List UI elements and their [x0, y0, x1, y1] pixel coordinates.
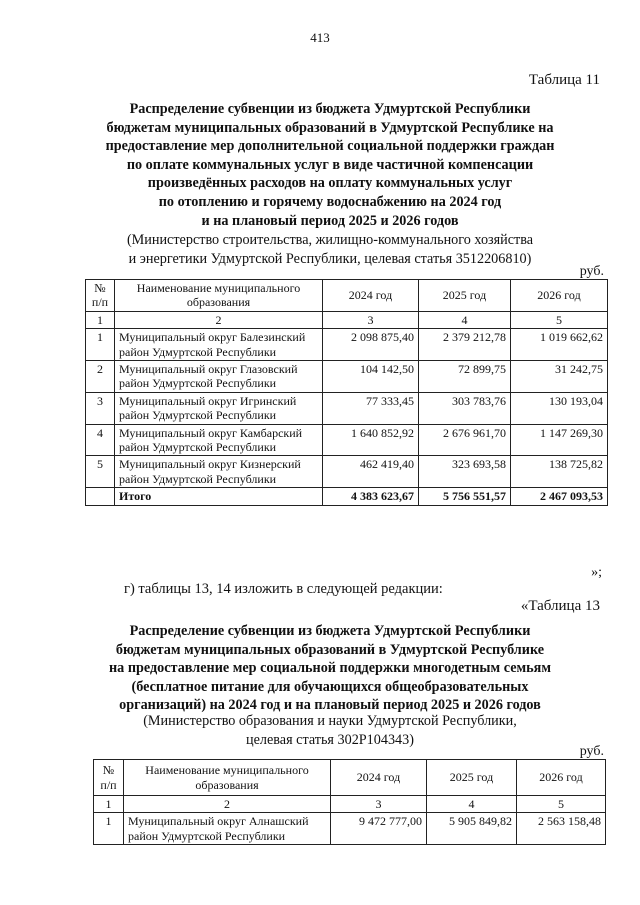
value-2026: 138 725,82 [511, 456, 608, 488]
table-11-label: Таблица 11 [528, 72, 600, 88]
title-line: бюджетам муниципальных образований в Удмуртской Республике на [106, 119, 554, 136]
row-number: 2 [86, 361, 115, 393]
table-13 [93, 759, 606, 845]
title-line: на предоставление мер социальной поддержки многодетным семьям [109, 660, 551, 677]
column-number: 2 [124, 796, 331, 813]
header-cell: 2024 год [323, 280, 419, 312]
value-2026: 1 019 662,62 [511, 329, 608, 361]
title-line: организаций) на 2024 год и на плановый период 2025 и 2026 годов [119, 697, 541, 714]
value-2024: 77 333,45 [323, 392, 419, 424]
value-2024: 462 419,40 [323, 456, 419, 488]
value-2025: 72 899,75 [419, 361, 511, 393]
value-2025: 323 693,58 [419, 456, 511, 488]
subtitle-line: (Министерство образования и науки Удмуртской Республики, [143, 713, 517, 729]
row-number: 1 [86, 329, 115, 361]
table-11-subtitle [60, 231, 600, 268]
value-2026: 2 563 158,48 [517, 813, 606, 845]
table-row [86, 456, 608, 488]
subtitle-line: (Министерство строительства, жилищно-коммунального хозяйства [126, 232, 534, 248]
header-cell: Наименование муниципального образования [124, 760, 331, 796]
title-line: Распределение субвенции из бюджета Удмуртской Республики [129, 101, 531, 117]
value-2025: 2 676 961,70 [419, 424, 511, 456]
table-13-label: «Таблица 13 [520, 598, 600, 614]
total-2024: 4 383 623,67 [323, 488, 419, 505]
title-line: произведённых расходов на оплату коммунальных услуг [147, 175, 513, 192]
header-cell: 2025 год [419, 280, 511, 312]
table-row [94, 813, 606, 845]
title-line: по отоплению и горячему водоснабжению на 2024 год [158, 193, 502, 210]
column-number: 2 [115, 311, 323, 328]
column-number-row [86, 311, 608, 328]
table-11-title [60, 100, 600, 230]
value-2024: 9 472 777,00 [331, 813, 427, 845]
total-2026: 2 467 093,53 [511, 488, 608, 505]
title-line: предоставление мер дополнительной социальной поддержки граждан [105, 138, 555, 155]
table-row [86, 424, 608, 456]
column-number: 4 [427, 796, 517, 813]
title-line: (бесплатное питание для обучающихся общеобразовательных [131, 678, 529, 695]
table-11 [85, 279, 608, 506]
closing-quote-mark: »; [591, 565, 602, 580]
title-line: и на плановый период 2025 и 2026 годов [201, 212, 459, 229]
title-line: бюджетам муниципальных образований в Удмуртской Республике [115, 641, 545, 658]
table-11-unit: руб. [579, 264, 604, 279]
title-line: по оплате коммунальных услуг в виде частичной компенсации [126, 156, 534, 173]
municipality-name: Муниципальный округ Алнашский район Удмуртской Республики [124, 813, 331, 845]
table-header-row [86, 280, 608, 312]
table-13-title [60, 622, 600, 715]
table-row [86, 361, 608, 393]
total-2025: 5 756 551,57 [419, 488, 511, 505]
header-cell: 2026 год [511, 280, 608, 312]
table-row [86, 329, 608, 361]
header-cell: 2026 год [517, 760, 606, 796]
value-2025: 303 783,76 [419, 392, 511, 424]
value-2026: 130 193,04 [511, 392, 608, 424]
table-row [86, 392, 608, 424]
municipality-name: Муниципальный округ Камбарский район Удмуртской Республики [115, 424, 323, 456]
value-2024: 2 098 875,40 [323, 329, 419, 361]
value-2025: 5 905 849,82 [427, 813, 517, 845]
column-number: 3 [323, 311, 419, 328]
column-number: 4 [419, 311, 511, 328]
row-number: 1 [94, 813, 124, 845]
page-number: 413 [310, 30, 330, 45]
municipality-name: Муниципальный округ Балезинский район Удмуртской Республики [115, 329, 323, 361]
header-cell: № п/п [94, 760, 124, 796]
column-number-row [94, 796, 606, 813]
title-line: Распределение субвенции из бюджета Удмуртской Республики [129, 623, 531, 639]
column-number: 5 [517, 796, 606, 813]
column-number: 3 [331, 796, 427, 813]
table-13-subtitle [60, 712, 600, 749]
header-cell: № п/п [86, 280, 115, 312]
column-number: 1 [94, 796, 124, 813]
total-label: Итого [115, 488, 323, 505]
row-number: 4 [86, 424, 115, 456]
total-empty-cell [86, 488, 115, 505]
row-number: 5 [86, 456, 115, 488]
value-2026: 1 147 269,30 [511, 424, 608, 456]
table-13-unit: руб. [579, 744, 604, 759]
municipality-name: Муниципальный округ Кизнерский район Удмуртской Республики [115, 456, 323, 488]
header-cell: 2025 год [427, 760, 517, 796]
total-row [86, 488, 608, 505]
header-cell: 2024 год [331, 760, 427, 796]
municipality-name: Муниципальный округ Глазовский район Удмуртской Республики [115, 361, 323, 393]
table-header-row [94, 760, 606, 796]
column-number: 1 [86, 311, 115, 328]
amendment-instruction: г) таблицы 13, 14 изложить в следующей редакции: [124, 581, 443, 597]
value-2025: 2 379 212,78 [419, 329, 511, 361]
value-2026: 31 242,75 [511, 361, 608, 393]
header-cell: Наименование муниципального образования [115, 280, 323, 312]
municipality-name: Муниципальный округ Игринский район Удмуртской Республики [115, 392, 323, 424]
value-2024: 104 142,50 [323, 361, 419, 393]
column-number: 5 [511, 311, 608, 328]
subtitle-line: целевая статья 302Р104343) [246, 731, 414, 748]
subtitle-line: и энергетики Удмуртской Республики, целевая статья 3512206810) [128, 250, 532, 267]
value-2024: 1 640 852,92 [323, 424, 419, 456]
row-number: 3 [86, 392, 115, 424]
